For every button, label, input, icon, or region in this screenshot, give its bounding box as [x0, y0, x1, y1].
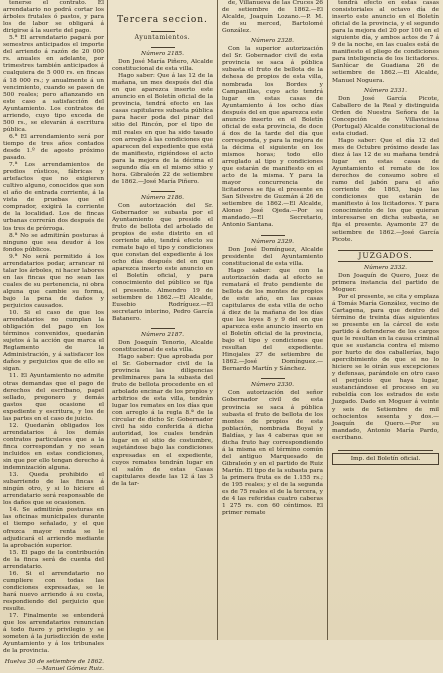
notice-body: [332, 96, 439, 244]
section-title: Tercera seccion.: [117, 15, 208, 25]
paragraph: 16. Si el arrendatario no cumpliere con todas las condiciones expresadas, se le hará nuevo arriendo á su costa, respondiendo del perjuicio que resulte.: [3, 570, 104, 613]
paragraph: 17. Finalmente se entenderá que los arrendatarios renuncian á todo fuero y privilegio y se someten á la jurisdicción de este Ayuntamiento y á los tribunales de la provincia.: [3, 613, 104, 655]
divider: [151, 31, 175, 32]
subsection-title: Ayuntamientos.: [134, 34, 191, 41]
column-3: [222, 0, 323, 640]
paragraph: tendrá efecto en estas casas consistoriales al octavo día de inserto este anuncio en el Boletín oficial de la provincia, y el segundo para la mejora del 20 por 100 en el siguiente día, y ambos actos de 7 á 9 de la noche, en las cuales está de manifiesto el pliego de condiciones para inteligencia de los licitadores. Sanlúcar de Guadiana 26 de setiembre de 1862.—El Alcalde, Manuel Noguera.: [332, 0, 439, 84]
paragraph: 14. Se admitirán posturas en las oficinas municipales durante el tiempo señalado, y el que ofrezca mayor renta se le adjudicará el arriendo mediante la aprobación superior.: [3, 507, 104, 549]
paragraph: Don Joaquín Tenorio, Alcalde constitucional de esta villa.: [112, 339, 213, 353]
notices: [222, 38, 323, 517]
notice-body: [222, 247, 323, 374]
paragraph: Hago saber: Que á las 12 de la mañana, un mes después del día en que aparezca inserto este anuncio en el Boletín oficial de la provincia, tendrá efecto en las casas capitulares subasta pública para hacer poda del pinar del sitio del Rincón, por el tipo de mil reales en que ha sido tasado con arreglo á las condiciones que aparecen del expediente que está de manifiesto, rigiéndose el acto para la mejora de la décima el segundo día en el mismo sitio y hora. Gibraleón 22 de setiembre de 1862.—José María Piñero.: [112, 73, 213, 185]
notice-number: Número 2331.: [363, 87, 408, 94]
paragraph: Con la superior autorización del Sr. Gobernador civil de esta provincia se saca á pública subasta el fruto de bellota de la dehesa de propios de esta villa, nombrada los Bordes y Campanillas, cuyo acto tendrá lugar en estas casas de Ayuntamiento á los ocho días después del en que aparezca este anuncio inserto en el Boletín oficial de esta provincia, de doce á dos de la tarde del día que corresponda, y para la mejora de la décima el siguiente en los mismos horas; todo ello arreglado al tipo y condiciones que estarán de manifiesto en el acto de la misma. Y para la mayor concurrencia de licitadores se fija el presente en San Silvestre de Guzmán á 26 de setiembre de 1862.—El Alcalde, Alonso José Ojeda.—Por su mandado.—El Secretario, Antonio Santana.: [222, 46, 323, 229]
paragraph: Hago saber: Que el día 12 del mes de Octubre próximo desde las diez á las 12 de su mañana tendrá lugar en estas casas de Ayuntamiento el remate de los derechos de consumo sobre el ramo del jabón para el año corriente de 1863, bajo las condiciones que estarán de manifiesto á los licitadores. Y para conocimiento de los que quieran interesarse en dicha subasta, se fija el presente. Ayamonte 27 de setiembre de 1862.—José García Picote.: [332, 137, 439, 243]
paragraph: 10. Si el caso de que los arrendatarios no cumplan la obligación del pago en los términos convenidos, quedarán sujetos á la acción que marca el Reglamento de la Administración, y á satisfacer los daños y perjuicios que de ello se sigan.: [3, 310, 104, 373]
notice-number: Número 2330.: [250, 382, 295, 389]
paragraph: Hago saber: que con la autorización dada al efecto se rematará el fruto pendiente de bellota de los montes de propios de este año, en las casas capitulares de esta villa de ocho á diez de la mañana de los días que las leyes 8 y 9 del en que aparezca este anuncio inserto en el Boletín oficial de la provincia, bajo el tipo y condiciones que resultan del expediente. Hinojales 27 de setiembre de 1862.—José Domínguez.—Bernardo Martín y Sánchez.: [222, 267, 323, 373]
notice-body: [222, 390, 323, 517]
paragraph: Don José Domínguez, Alcalde presidente del Ayuntamiento constitucional de esta villa.: [222, 246, 323, 267]
divider: [151, 47, 175, 48]
paragraph: 7.ª Los arrendamientos de predios rústicos, fábricas y artefactos que no exigieren cultivo alguno, conocidos que son el año de entrada corriente, á la vista de pruebas que el comprador, exigirá la corriente de la localidad. Los de fincas urbanas correrán dos después de los tres de prórroga.: [3, 162, 104, 232]
juzgados-heading: JUZGADOS.: [358, 250, 413, 260]
column-4: [332, 0, 439, 640]
paragraph: tenerse el contrato. El arrendatario no podrá cortar los árboles frutales ó pastos, y para los de labor se obligará á dirigirse á la suerte del pago.: [3, 0, 104, 35]
paragraph: Con autorización del señor Gobernador civil de esta provincia se saca á pública subasta el fruto de bellota de los montes de propios de esta población, nombrada Boyal y Baldías, y las 4 caberas que se dicha fruto hay correspondiendo á la misma en el término común del antiguo Marquesado de Gibraleón y en el partido de Ruiz Martín. El tipo de la subasta para la primera fruta es de 1.155 rs.; de 195 reales; y el de la segunda es de 75 reales el de la tercera, y de 4 las referidas cuatro caberas 1 275 rs. con 60 céntimos. El primer remate: [222, 390, 323, 517]
divider: [261, 235, 285, 236]
notice-number: Número 2186.: [140, 194, 185, 201]
paragraph: Don José García Picote, Caballero de la Real y distinguida Orden de Nuestra Señora de la Concepción de Villaviciosa (Portugal) Alcalde constitucional de esta ciudad.: [332, 95, 439, 137]
paragraph: de, Villanueva de las Cruces 26 de setiembre de 1862.—El Alcalde, Joaquín Lozano.—P. M. de su merced, Bartolomé González.: [222, 0, 323, 35]
divider: [338, 261, 433, 262]
column-1-footer: Huelva 30 de setiembre de 1862.—Manuel Gómez Ruiz.: [4, 659, 104, 673]
paragraph: 6.ª El arrendamiento será por tiempo de tres años contados desde 1.º de agosto próximo pasado.: [3, 133, 104, 162]
conditions-list: [3, 0, 104, 655]
paragraph: 9.ª No será permitido á los arrendatarios podar, arrancar ni talar los árboles, ni hacer labores en las fincas que no sean las cuales de su pertenencia, ni obra alguna que cambie su forma, bajo la pena de daños y perjuicios causados.: [3, 253, 104, 310]
paragraph: 13. Queda prohibido el subarriendo de las fincas á ningún otro, y si lo hiciere el arrendatario será responsable de los daños que se ocasionen.: [3, 472, 104, 507]
paragraph: Don José María Piñero, Alcalde constitucional de esta villa.: [112, 59, 213, 73]
paragraph: Don Joaquín de Quero, Juez de primera instancia del partido de Moguer.: [332, 272, 439, 293]
notice-number: Número 2187.: [140, 331, 185, 338]
notices: [332, 88, 439, 244]
paragraph: 12. Quedarán obligados los arrendatarios á los demás contratos particulares que a la finca correspondan y no sean incluidos en estas condiciones, sin que por ello tengan derecho á indemnización alguna.: [3, 422, 104, 472]
paragraph: 5.ª El arrendatario pagará por semestres anticipados el importe del arriendo á razón de 20 000 rs. anuales en adelante, por trimestres también anticipados á cualquiera de 5 000 rs. en fincas á 18 000 rs.; y anualmente á un vencimiento, cuando se pasen de 500 reales; pero afianzando en este caso a satisfacción del Ayuntamiento. Los contratos de arriendo, cuyo tipo exceda de 500 rs., se elevarán á escritura pública.: [3, 35, 104, 133]
court-notices: [332, 265, 439, 442]
notice-number: Número 2185.: [140, 51, 185, 57]
column-1: [3, 0, 104, 673]
juzgados-heading-box: [332, 250, 439, 262]
column-rule: [217, 0, 218, 640]
paragraph: Hago saber: Que aprobada por el Sr. Gobernador civil de la provincia las diligencias preliminares para la subasta del fruto de bellota procedente en el arbolado encinar de los propios y arbitrios de esta villa, tendrán lugar los remates en los días que con arreglo á la regla 8.ª de la circular de dicho Sr. Gobernador civil ha sido conferida á dicha autoridad, los cuales tendrán lugar en el sitio de costumbre, sujetándose bajo las condiciones expresadas en el expediente, cuyos remates tendrán lugar en el salón de estas Casas capitulares desde las 12 á las 3 de la tar-: [112, 353, 213, 487]
divider: [261, 378, 285, 379]
divider: [151, 191, 175, 192]
notice-body: [112, 203, 213, 323]
notice-body: [222, 46, 323, 229]
paragraph: Por el presente, se cita y emplaza á Tomás María González, vecino de Cartagena, para que dentro del término de treinta días siguientes se presente en la cárcel de este partido á defenderse de los cargos que le resultan en la causa criminal que se sustancia contra el mismo por hurto de dos caballerías, bajo apercibimiento de que si no lo hiciere se le oirán sus excepciones y defensas, parándole en otro caso el perjuicio que haya lugar, sustanciándose el proceso en su rebeldía con los estrados de este Juzgado. Dado en Moguer á veinte y seis de Setiembre de mil ochocientos sesenta y dos.—Joaquín de Quero.—Por su mandado, Antonio María Pardo, escribano.: [332, 293, 439, 441]
imprint: Imp. del Boletín oficial.: [332, 453, 439, 465]
notice-body: [112, 340, 213, 488]
column-rule: [107, 0, 108, 640]
paragraph: 8.ª No se admitirán posturas á ninguno que sea deudor á los fondos públicos.: [3, 232, 104, 253]
continued-text: [222, 0, 323, 35]
paragraph: 15. El pago de la contribución de la finca será de cuenta del arrendatario.: [3, 549, 104, 570]
continued-text: [332, 0, 439, 85]
notice-body: [332, 273, 439, 442]
notices: [112, 51, 213, 488]
paragraph: Con autorización del Sr. Gobernador se subasta por el Ayuntamiento que preside el fruto de bellota del arbolado de propios de este distrito en el corriente año, tendrá efecto su remate bajo el tipo y condiciones que constan del expediente á los ocho días después del en que aparezca inserto este anuncio en el Boletín oficial, y para conocimiento del público se fija el presente. Almendro 19 de setiembre de 1862.—El Alcalde, Eusebio Rodríguez.—El secretario interino, Pedro García Batanero.: [112, 202, 213, 322]
paragraph: 11. El Ayuntamiento no admite otras demandas que el pago de derechos del escribano, papel sellado, pregonero y demás gastos que ocasione el expediente y escritura, y los de las partes en el caso de juicio.: [3, 373, 104, 422]
notice-number: Número 2329.: [250, 238, 295, 245]
notice-number: Número 2332.: [363, 264, 408, 271]
divider: [151, 328, 175, 329]
notice-number: Número 2328.: [250, 38, 295, 45]
column-rule: [327, 0, 328, 640]
divider: [338, 450, 433, 451]
notice-body: [112, 59, 213, 186]
column-2: [112, 0, 213, 640]
